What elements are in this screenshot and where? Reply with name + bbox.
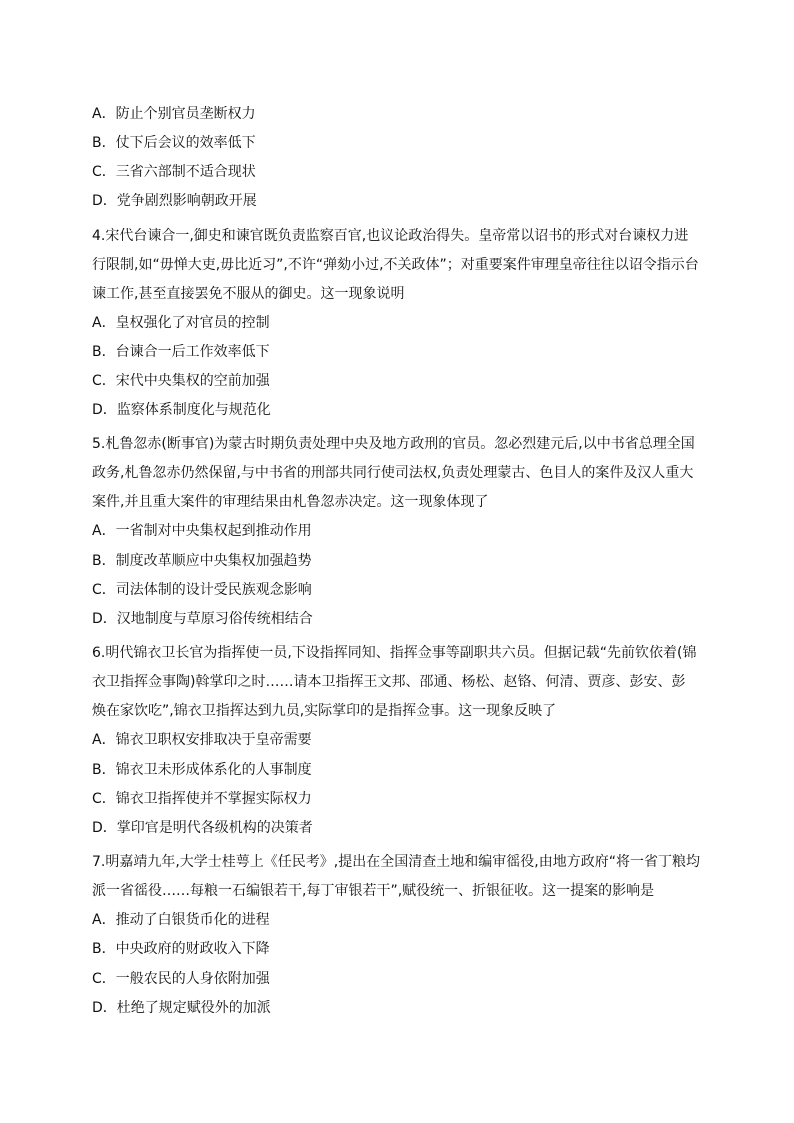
question-5-line-1: 5.札鲁忽赤(断事官)为蒙古时期负责处理中央及地方政刑的官员。忽必烈建元后,以中书省总理全国 — [92, 436, 695, 452]
question-4-line-3: 谏工作,甚至直接罢免不服从的御史。这一现象说明 — [92, 286, 405, 302]
option-d-q7: D．杜绝了规定赋役外的加派 — [92, 1000, 271, 1016]
option-c-q3: C．三省六部制不适合现状 — [92, 164, 256, 180]
option-a-q6: A．锦衣卫职权安排取决于皇帝需要 — [92, 732, 312, 748]
option-d-q4: D．监察体系制度化与规范化 — [92, 402, 271, 418]
option-b-q4: B．台谏合一后工作效率低下 — [92, 344, 270, 360]
option-b-q6: B．锦衣卫未形成体系化的人事制度 — [92, 762, 312, 778]
option-a-q7: A．推动了白银货币化的进程 — [92, 912, 270, 928]
option-c-q5: C．司法体制的设计受民族观念影响 — [92, 582, 312, 598]
question-4-line-2: 行限制,如“毋惮大吏,毋比近习”,不许“弹劾小过,不关政体”；对重要案件审理皇帝往往以诏令指示台 — [92, 257, 699, 273]
option-a-q3: A．防止个别官员垄断权力 — [92, 106, 256, 122]
option-c-q4: C．宋代中央集权的空前加强 — [92, 373, 270, 389]
question-6-line-2: 衣卫指挥佥事陶)斡掌印之时……请本卫指挥王文邦、邵通、杨松、赵铬、何清、贾彦、彭安、彭 — [92, 674, 686, 690]
question-4-line-1: 4.宋代台谏合一,御史和谏官既负责监察百官,也议论政治得失。皇帝常以诏书的形式对台谏权力进 — [92, 228, 689, 244]
option-b-q7: B．中央政府的财政收入下降 — [92, 941, 270, 957]
option-b-q3: B．仗下后会议的效率低下 — [92, 135, 256, 151]
option-b-q5: B．制度改革顺应中央集权加强趋势 — [92, 553, 312, 569]
question-5-line-2: 政务,札鲁忽赤仍然保留,与中书省的刑部共同行使司法权,负责处理蒙古、色目人的案件及汉人重大 — [92, 465, 694, 481]
option-a-q5: A．一省制对中央集权起到推动作用 — [92, 523, 312, 539]
question-7-line-1: 7.明嘉靖九年,大学士桂萼上《任民考》,提出在全国清查土地和编审徭役,由地方政府“将一省丁粮均 — [92, 854, 700, 870]
question-6-line-3: 焕在家饮吃”,锦衣卫指挥达到九员,实际掌印的是指挥佥事。这一现象反映了 — [92, 703, 557, 719]
question-7-line-2: 派一省徭役……每粮一石编银若干,每丁审银若干”,赋役统一、折银征收。这一提案的影响是 — [92, 883, 655, 899]
question-6-line-1: 6.明代锦衣卫长官为指挥使一员,下设指挥同知、指挥佥事等副职共六员。但据记载“先前钦依着(锦 — [92, 645, 697, 661]
option-a-q4: A．皇权强化了对官员的控制 — [92, 315, 270, 331]
question-5-line-3: 案件,并且重大案件的审理结果由札鲁忽赤决定。这一现象体现了 — [92, 494, 489, 510]
option-d-q3: D．党争剧烈影响朝政开展 — [92, 193, 257, 209]
option-c-q7: C．一般农民的人身依附加强 — [92, 971, 270, 987]
option-c-q6: C．锦衣卫指挥使并不掌握实际权力 — [92, 791, 312, 807]
option-d-q6: D．掌印官是明代各级机构的决策者 — [92, 820, 313, 836]
option-d-q5: D．汉地制度与草原习俗传统相结合 — [92, 611, 313, 627]
